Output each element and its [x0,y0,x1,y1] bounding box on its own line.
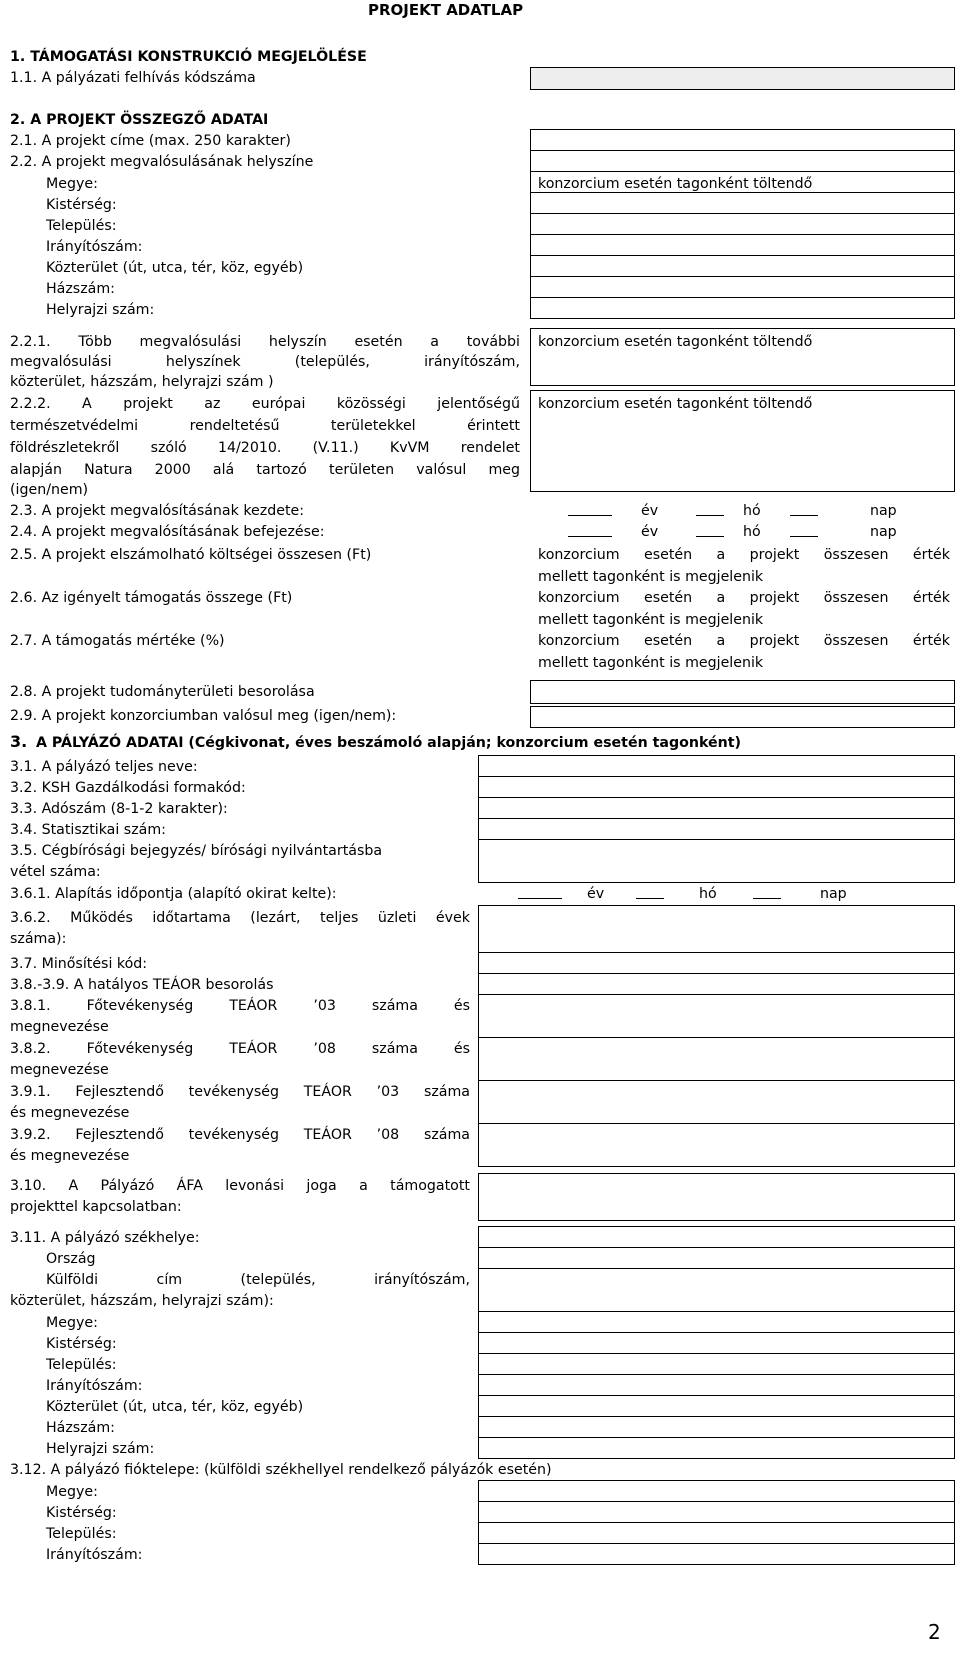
label-2-3: 2.3. A projekt megvalósításának kezdete: [10,503,305,519]
field-helyrajzi[interactable] [478,1437,955,1459]
label-f-megye: Megye: [46,1484,98,1500]
label-3-9-1-line: 3.9.1. Fejlesztendő tevékenység TEÁOR ’03 száma [10,1084,470,1100]
label-3-4: 3.4. Statisztikai szám: [10,822,166,838]
label-3-6-2-line: 3.6.2. Működés időtartama (lezárt, teljes üzleti évek [10,910,470,926]
date-nap-label: nap [870,503,897,519]
label-3-10-line: projekttel kapcsolatban: [10,1199,182,1215]
label-3-8-1-line: 3.8.1. Főtevékenység TEÁOR ’03 száma és [10,998,470,1014]
label-2-2-1-line: megvalósulási helyszínek (település, irányítószám, [10,354,520,370]
konzorcium-note: konzorcium esetén tagonként töltendő [538,176,813,192]
label-2-2-2-line: földrészletekről szóló 14/2010. (V.11.) KvVM rendelet [10,440,520,456]
field-f-megye[interactable] [478,1480,955,1502]
field-3-4[interactable] [478,818,955,840]
label-helyrajzi: Helyrajzi szám: [46,1441,155,1457]
label-iranyitoszam: Irányítószám: [46,239,143,255]
label-orszag: Ország [46,1251,96,1267]
label-hazszam: Házszám: [46,281,115,297]
label-3-5-line: 3.5. Cégbírósági bejegyzés/ bírósági nyilvántartásba [10,843,383,859]
label-3-7: 3.7. Minősítési kód: [10,956,148,972]
osszesen-note: konzorcium esetén a projekt összesen érték [538,547,950,563]
date-day-blank[interactable] [790,524,818,542]
field-telepules[interactable] [530,213,955,235]
section-3-heading: A PÁLYÁZÓ ADATAI (Cégkivonat, éves beszámoló alapján; konzorcium esetén tagonként) [36,735,742,751]
field-iranyitoszam[interactable] [530,234,955,256]
label-3-9-2-line: és megnevezése [10,1148,130,1164]
label-f-iranyitoszam: Irányítószám: [46,1547,143,1563]
field-f-telepules[interactable] [478,1522,955,1544]
field-kulfoldi[interactable] [478,1268,955,1312]
label-megye: Megye: [46,176,98,192]
field-kisterseg[interactable] [478,1332,955,1354]
field-orszag[interactable] [478,1247,955,1269]
label-3-1: 3.1. A pályázó teljes neve: [10,759,198,775]
page-number: 2 [928,1620,941,1644]
label-3-8-1-line: megnevezése [10,1019,109,1035]
section-3-number: 3. [10,732,28,751]
label-kozterulet: Közterület (út, utca, tér, köz, egyéb) [46,260,304,276]
field-3-7[interactable] [478,952,955,974]
field-kozterulet[interactable] [478,1395,955,1417]
label-3-8-2-line: megnevezése [10,1062,109,1078]
field-hazszam[interactable] [478,1416,955,1438]
label-f-kisterseg: Kistérség: [46,1505,117,1521]
field-2-9[interactable] [530,706,955,728]
date-ev-label: év [587,886,605,902]
label-2-8: 2.8. A projekt tudományterületi besorolása [10,684,315,700]
label-kulfoldi-line: közterület, házszám, helyrajzi szám): [10,1293,274,1309]
date-year-blank[interactable] [518,886,562,904]
section-1-heading: 1. TÁMOGATÁSI KONSTRUKCIÓ MEGJELÖLÉSE [10,49,367,65]
label-3-2: 3.2. KSH Gazdálkodási formakód: [10,780,246,796]
field-2-1[interactable] [530,129,955,151]
label-kisterseg: Kistérség: [46,1336,117,1352]
date-ho-label: hó [699,886,717,902]
label-2-5: 2.5. A projekt elszámolható költségei összesen (Ft) [10,547,372,563]
field-3-2[interactable] [478,776,955,798]
date-ho-label: hó [743,503,761,519]
field-1-1[interactable] [530,67,955,90]
label-3-5-line: vétel száma: [10,864,101,880]
field-kozterulet[interactable] [530,255,955,277]
osszesen-note: mellett tagonként is megjelenik [538,569,764,585]
label-2-1: 2.1. A projekt címe (max. 250 karakter) [10,133,291,149]
label-3-8-9: 3.8.-3.9. A hatályos TEÁOR besorolás [10,977,274,993]
date-month-blank[interactable] [696,524,724,542]
page-title: PROJEKT ADATLAP [368,1,524,19]
osszesen-note: konzorcium esetén a projekt összesen érték [538,633,950,649]
date-ev-label: év [641,503,659,519]
date-nap-label: nap [820,886,847,902]
label-3-10-line: 3.10. A Pályázó ÁFA levonási joga a támogatott [10,1178,470,1194]
field-3-10[interactable] [478,1173,955,1221]
section-2-heading: 2. A PROJEKT ÖSSZEGZŐ ADATAI [10,112,269,128]
osszesen-note: mellett tagonként is megjelenik [538,655,764,671]
field-2-2[interactable] [530,150,955,172]
konzorcium-note: konzorcium esetén tagonként töltendő [538,334,813,350]
field-telepules[interactable] [478,1353,955,1375]
konzorcium-note: konzorcium esetén tagonként töltendő [538,396,813,412]
field-iranyitoszam[interactable] [478,1374,955,1396]
label-3-6-2-line: száma): [10,931,67,947]
field-3-9-1[interactable] [478,1080,955,1124]
label-2-2-2-line: természetvédelmi rendeltetésű területekkel érintett [10,418,520,434]
label-helyrajzi: Helyrajzi szám: [46,302,155,318]
date-ev-label: év [641,524,659,540]
osszesen-note: konzorcium esetén a projekt összesen érték [538,590,950,606]
field-2-8[interactable] [530,680,955,704]
label-2-2-2-line: (igen/nem) [10,482,89,498]
osszesen-note: mellett tagonként is megjelenik [538,612,764,628]
label-2-2-2-line: 2.2.2. A projekt az európai közösségi jelentőségű [10,396,520,412]
label-2-2-1-line: 2.2.1. Több megvalósulási helyszín esetén a további [10,334,520,350]
label-2-4: 2.4. A projekt megvalósításának befejezése: [10,524,325,540]
field-3-1[interactable] [478,755,955,777]
label-1-1: 1.1. A pályázati felhívás kódszáma [10,70,256,86]
label-3-9-2-line: 3.9.2. Fejlesztendő tevékenység TEÁOR ’08 száma [10,1127,470,1143]
field-3-9-2[interactable] [478,1123,955,1167]
label-kulfoldi-line: Külföldi cím (település, irányítószám, [46,1272,470,1288]
label-kisterseg: Kistérség: [46,197,117,213]
label-2-2: 2.2. A projekt megvalósulásának helyszíne [10,154,314,170]
label-3-9-1-line: és megnevezése [10,1105,130,1121]
date-day-blank[interactable] [790,503,818,521]
field-f-kisterseg[interactable] [478,1501,955,1523]
label-3-8-2-line: 3.8.2. Főtevékenység TEÁOR ’08 száma és [10,1041,470,1057]
field-3-8-2[interactable] [478,1037,955,1081]
label-hazszam: Házszám: [46,1420,115,1436]
label-2-7: 2.7. A támogatás mértéke (%) [10,633,225,649]
date-day-blank[interactable] [753,886,781,904]
label-3-3: 3.3. Adószám (8-1-2 karakter): [10,801,228,817]
date-month-blank[interactable] [636,886,664,904]
label-3-6-1: 3.6.1. Alapítás időpontja (alapító okirat kelte): [10,886,337,902]
label-2-2-2-line: alapján Natura 2000 alá tartozó területen valósul meg [10,462,520,478]
date-year-blank[interactable] [568,524,612,542]
field-3-5[interactable] [478,839,955,883]
label-f-telepules: Település: [46,1526,117,1542]
field-helyrajzi[interactable] [530,297,955,319]
label-telepules: Település: [46,1357,117,1373]
field-3-8-1[interactable] [478,994,955,1038]
label-3-11: 3.11. A pályázó székhelye: [10,1230,200,1246]
label-telepules: Település: [46,218,117,234]
label-3-12: 3.12. A pályázó fióktelepe: (külföldi székhellyel rendelkező pályázók esetén) [10,1462,552,1478]
date-month-blank[interactable] [696,503,724,521]
label-kozterulet: Közterület (út, utca, tér, köz, egyéb) [46,1399,304,1415]
field-kisterseg[interactable] [530,192,955,214]
field-3-8-9[interactable] [478,973,955,995]
field-3-11[interactable] [478,1226,955,1248]
date-year-blank[interactable] [568,503,612,521]
field-hazszam[interactable] [530,276,955,298]
field-megye[interactable] [478,1311,955,1333]
label-2-9: 2.9. A projekt konzorciumban valósul meg (igen/nem): [10,708,397,724]
label-iranyitoszam: Irányítószám: [46,1378,143,1394]
date-ho-label: hó [743,524,761,540]
label-2-6: 2.6. Az igényelt támogatás összege (Ft) [10,590,293,606]
field-3-6-2[interactable] [478,905,955,953]
field-f-iranyitoszam[interactable] [478,1543,955,1565]
field-3-3[interactable] [478,797,955,819]
label-megye: Megye: [46,1315,98,1331]
label-2-2-1-line: közterület, házszám, helyrajzi szám ) [10,374,274,390]
date-nap-label: nap [870,524,897,540]
